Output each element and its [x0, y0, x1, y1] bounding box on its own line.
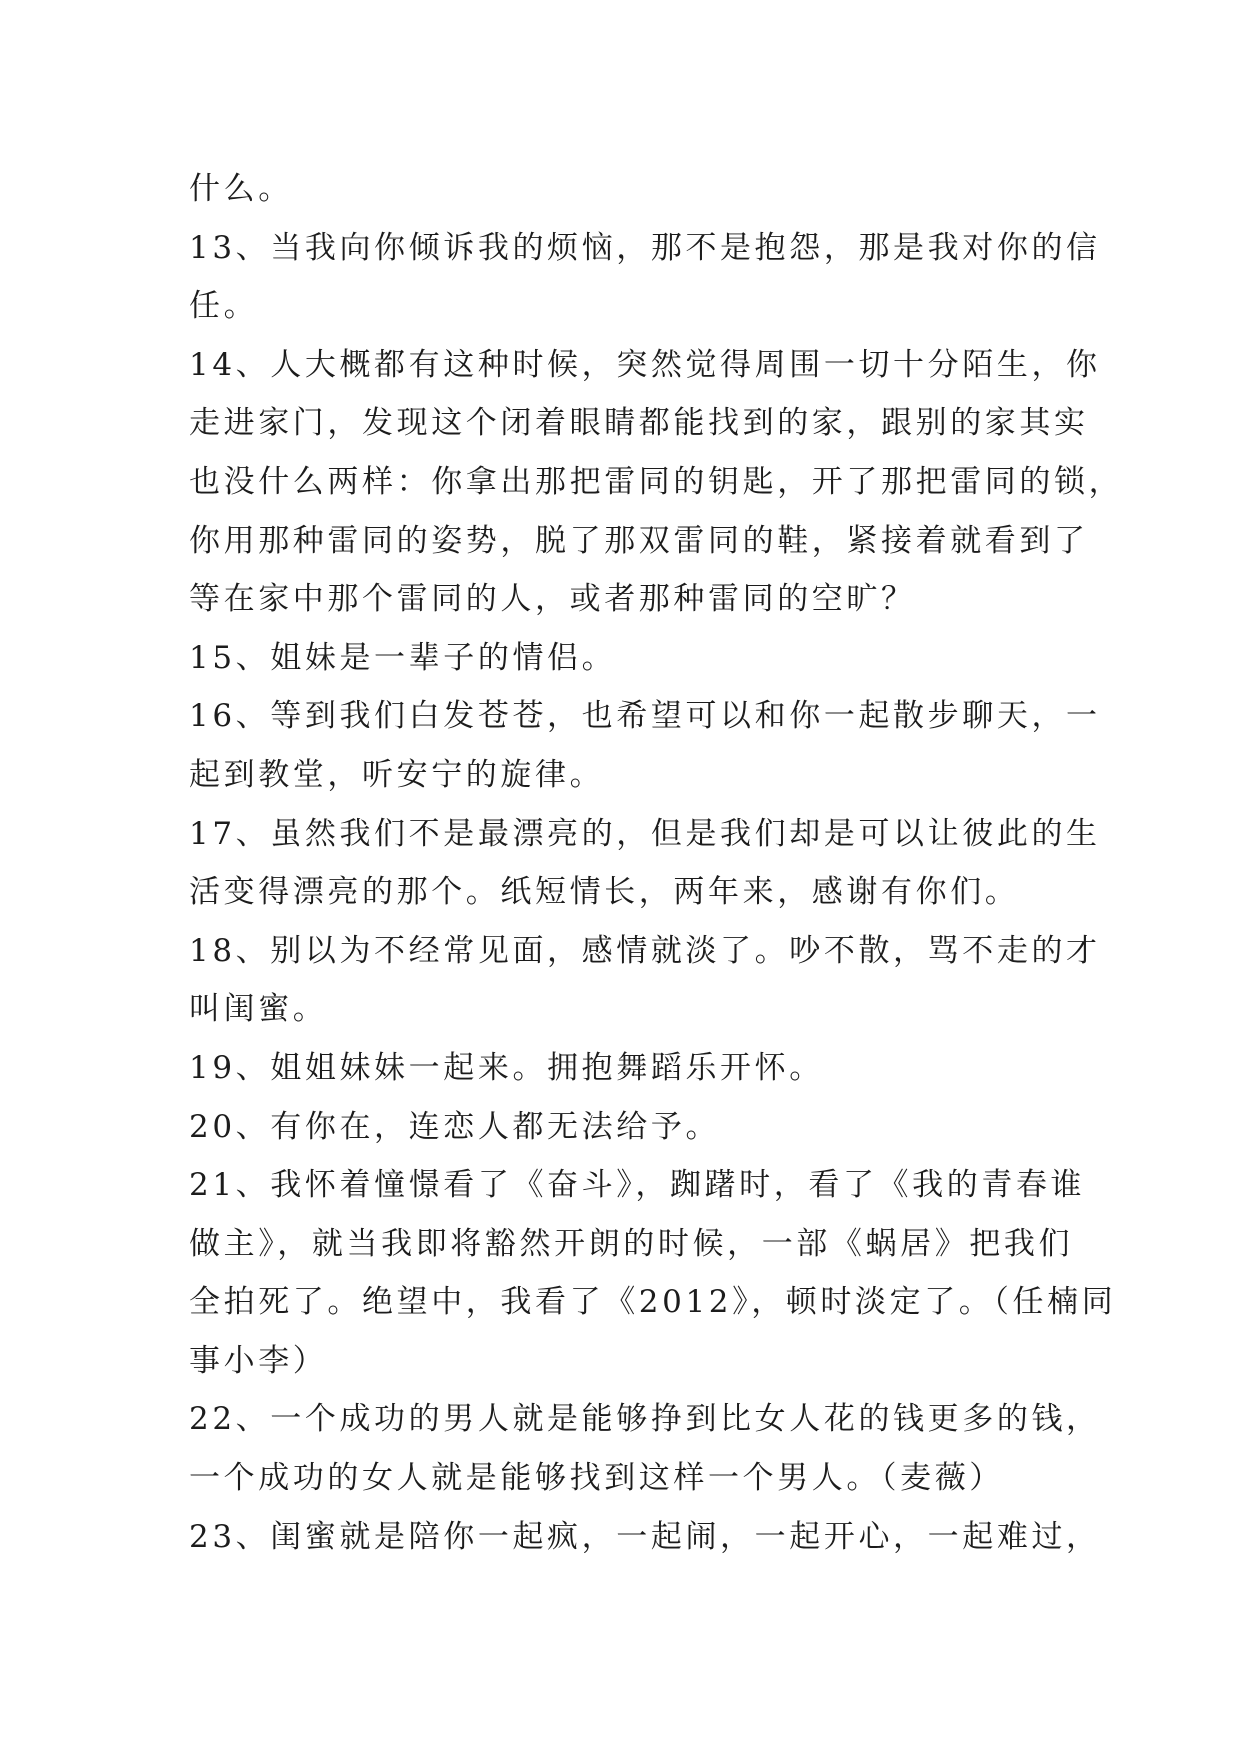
text-line: 20、有你在，连恋人都无法给予。: [189, 1108, 721, 1145]
text-line: 也没什么两样：你拿出那把雷同的钥匙，开了那把雷同的锁，: [189, 463, 1124, 500]
document-body: [189, 160, 1124, 1566]
text-line: 什么。: [189, 171, 293, 207]
text-line: 事小李）: [189, 1342, 328, 1379]
text-line: 一个成功的女人就是能够找到这样一个男人。（麦薇）: [189, 1460, 1004, 1497]
text-line: 22、一个成功的男人就是能够挣到比女人花的钱更多的钱，: [189, 1401, 1101, 1438]
text-line: 做主》，就当我即将豁然开朗的时候，一部《蜗居》把我们: [189, 1225, 1074, 1262]
text-line: 21、我怀着憧憬看了《奋斗》，踟躇时，看了《我的青春谁: [189, 1167, 1086, 1204]
text-line: 15、姐妹是一辈子的情侣。: [189, 639, 617, 676]
text-line: 13、当我向你倾诉我的烦恼，那不是抱怨，那是我对你的信: [189, 229, 1101, 266]
text-line: 18、别以为不经常见面，感情就淡了。吵不散，骂不走的才: [189, 932, 1101, 969]
text-line: 等在家中那个雷同的人，或者那种雷同的空旷？: [189, 581, 916, 618]
text-line: 23、闺蜜就是陪你一起疯，一起闹，一起开心，一起难过，: [189, 1518, 1101, 1555]
text-line: 起到教堂，听安宁的旋律。: [189, 756, 605, 793]
text-line: 16、等到我们白发苍苍，也希望可以和你一起散步聊天，一: [189, 698, 1101, 735]
text-line: 走进家门，发现这个闭着眼睛都能找到的家，跟别的家其实: [189, 405, 1089, 442]
text-line: 活变得漂亮的那个。纸短情长，两年来，感谢有你们。: [189, 874, 1020, 911]
text-line: 叫闺蜜。: [189, 991, 328, 1028]
text-line: 全拍死了。绝望中，我看了《2012》，顿时淡定了。（任楠同: [189, 1284, 1117, 1321]
text-line: 14、人大概都有这种时候，突然觉得周围一切十分陌生，你: [189, 346, 1101, 383]
text-line: 你用那种雷同的姿势，脱了那双雷同的鞋，紧接着就看到了: [189, 522, 1089, 559]
text-line: 17、虽然我们不是最漂亮的，但是我们却是可以让彼此的生: [189, 815, 1101, 852]
text-line: 任。: [189, 288, 259, 325]
text-line: 19、姐姐妹妹一起来。拥抱舞蹈乐开怀。: [189, 1049, 824, 1086]
